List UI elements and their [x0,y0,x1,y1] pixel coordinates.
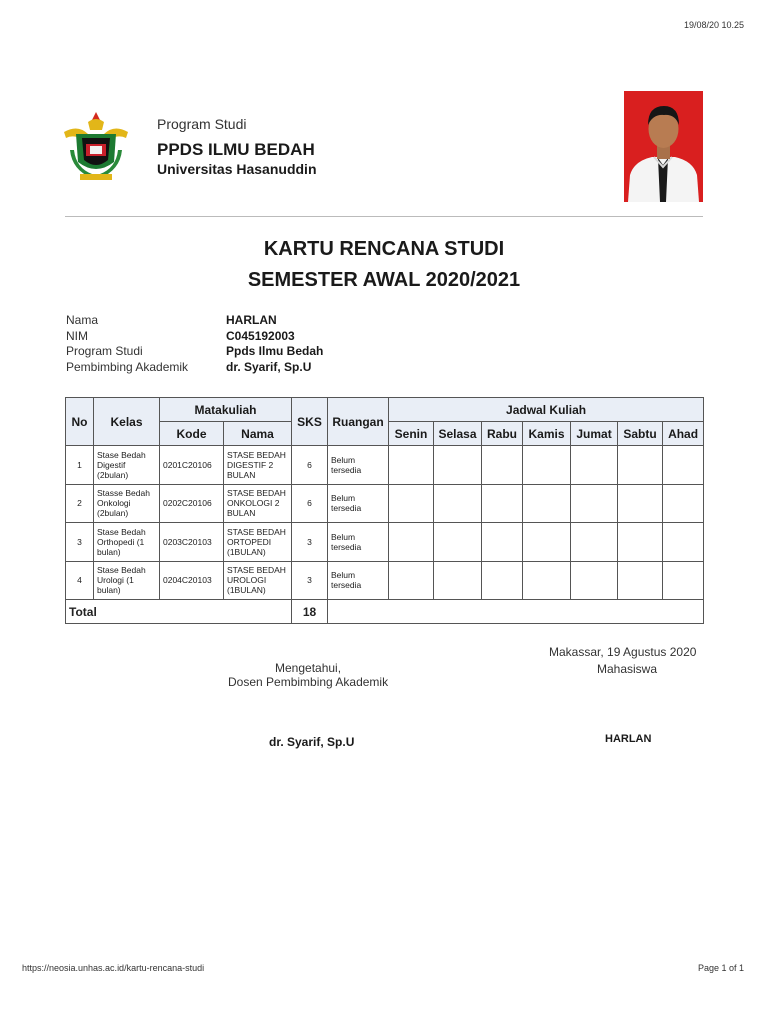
header-kelas: Kelas [94,398,160,446]
info-row-program [66,344,323,360]
cell-schedule [434,561,482,600]
header-day-ahad: Ahad [663,422,704,446]
header-nama: Nama [224,422,292,446]
cell-no: 4 [66,561,94,600]
cell-ruangan: Belum tersedia [328,446,389,485]
info-value: HARLAN [226,313,277,327]
header-day-jumat: Jumat [571,422,618,446]
cell-schedule [618,484,663,523]
cell-nama: STASE BEDAH UROLOGI (1BULAN) [224,561,292,600]
info-value: C045192003 [226,328,295,343]
info-value: Ppds Ilmu Bedah [226,344,324,358]
place-date: Makassar, 19 Agustus 2020 [549,645,697,659]
university-logo [62,110,130,182]
cell-kelas: Stase Bedah Orthopedi (1 bulan) [94,523,160,562]
cell-schedule [434,446,482,485]
cell-kelas: Stase Bedah Urologi (1 bulan) [94,561,160,600]
info-row-nim [66,329,323,345]
table-row [66,561,704,600]
cell-schedule [523,484,571,523]
cell-schedule [389,484,434,523]
cell-kode: 0202C20106 [160,484,224,523]
info-row-pembimbing [66,360,323,376]
total-label: Total [66,600,292,624]
cell-kode: 0201C20106 [160,446,224,485]
header-no: No [66,398,94,446]
total-row [66,600,704,624]
cell-no: 1 [66,446,94,485]
cell-schedule [434,523,482,562]
mengetahui-label: Mengetahui, [275,661,342,675]
cell-schedule [663,484,704,523]
mahasiswa-role: Mahasiswa [597,662,658,676]
cell-schedule [482,446,523,485]
mahasiswa-signature-name: HARLAN [605,733,652,745]
cell-sks: 6 [292,446,328,485]
student-info [66,313,323,375]
total-empty [328,600,704,624]
student-photo [624,91,703,202]
table-row [66,523,704,562]
cell-sks: 3 [292,523,328,562]
cell-schedule [482,561,523,600]
dosen-signature-name: dr. Syarif, Sp.U [269,735,355,749]
cell-schedule [523,446,571,485]
total-sks: 18 [292,600,328,624]
cell-sks: 6 [292,484,328,523]
cell-schedule [571,446,618,485]
cell-ruangan: Belum tersedia [328,523,389,562]
cell-ruangan: Belum tersedia [328,484,389,523]
cell-schedule [482,484,523,523]
cell-nama: STASE BEDAH ONKOLOGI 2 BULAN [224,484,292,523]
cell-schedule [523,523,571,562]
cell-schedule [571,523,618,562]
semester-title: SEMESTER AWAL 2020/2021 [247,269,521,291]
cell-kelas: Stase Bedah Digestif (2bulan) [94,446,160,485]
cell-schedule [523,561,571,600]
header-divider [65,216,703,217]
footer-url: https://neosia.unhas.ac.id/kartu-rencana-studi [22,963,205,973]
footer-page-number: Page 1 of 1 [697,963,744,973]
cell-schedule [663,561,704,600]
cell-schedule [663,523,704,562]
print-datetime: 19/08/20 10.25 [683,20,744,30]
cell-no: 3 [66,523,94,562]
cell-sks: 3 [292,561,328,600]
header-day-kamis: Kamis [523,422,571,446]
cell-kode: 0204C20103 [160,561,224,600]
header-ruangan: Ruangan [328,398,389,446]
info-label: Pembimbing Akademik [66,359,189,374]
cell-schedule [482,523,523,562]
document-title: KARTU RENCANA STUDI [263,238,505,260]
cell-kode: 0203C20103 [160,523,224,562]
info-label: Nama [66,313,99,327]
cell-ruangan: Belum tersedia [328,561,389,600]
header-jadwal: Jadwal Kuliah [389,398,704,422]
cell-schedule [571,484,618,523]
cell-schedule [663,446,704,485]
university-name: Universitas Hasanuddin [157,161,317,177]
cell-nama: STASE BEDAH ORTOPEDI (1BULAN) [224,523,292,562]
cell-schedule [618,523,663,562]
program-name: PPDS ILMU BEDAH [157,140,315,159]
cell-kelas: Stasse Bedah Onkologi (2bulan) [94,484,160,523]
header-sks: SKS [292,398,328,446]
header-day-sabtu: Sabtu [618,422,663,446]
cell-schedule [618,561,663,600]
cell-schedule [389,523,434,562]
program-label: Program Studi [157,116,247,132]
cell-schedule [389,561,434,600]
table-row [66,446,704,485]
cell-schedule [571,561,618,600]
cell-no: 2 [66,484,94,523]
header-matakuliah: Matakuliah [160,398,292,422]
dosen-role: Dosen Pembimbing Akademik [228,675,389,689]
info-label: Program Studi [66,344,143,358]
cell-nama: STASE BEDAH DIGESTIF 2 BULAN [224,446,292,485]
table-row [66,484,704,523]
header-kode: Kode [160,422,224,446]
cell-schedule [389,446,434,485]
info-row-nama [66,313,323,329]
info-label: NIM [66,328,88,343]
cell-schedule [434,484,482,523]
study-plan-table [65,397,704,624]
header-day-rabu: Rabu [482,422,523,446]
info-value: dr. Syarif, Sp.U [226,359,312,374]
header-day-selasa: Selasa [434,422,482,446]
cell-schedule [618,446,663,485]
header-day-senin: Senin [389,422,434,446]
